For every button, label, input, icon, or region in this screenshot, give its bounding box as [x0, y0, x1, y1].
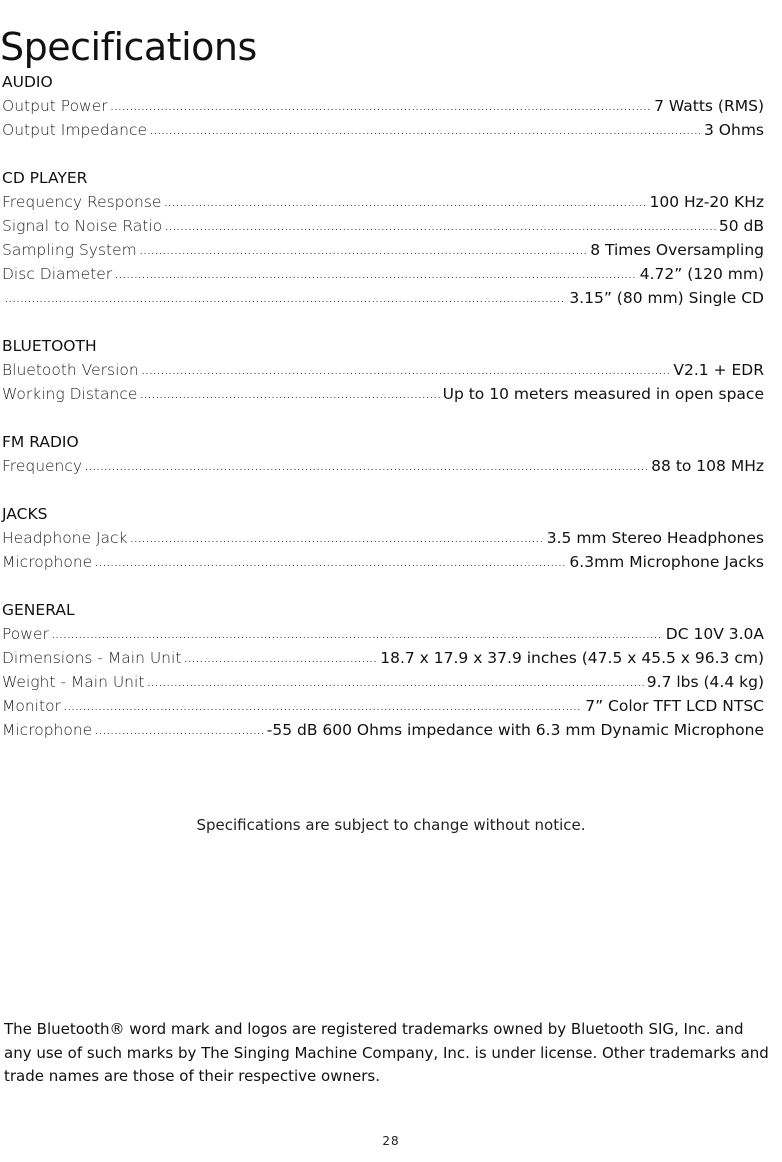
spec-row: [2, 454, 764, 478]
spec-label: Dimensions - Main Unit: [2, 649, 182, 667]
spec-value: V2.1 + EDR: [673, 361, 764, 379]
dot-leader: [64, 696, 582, 720]
spec-label: Working Distance: [2, 385, 138, 403]
spec-row: [2, 238, 764, 262]
spec-row: [2, 94, 764, 118]
spec-label: Disc Diameter: [2, 265, 113, 283]
dot-leader: [165, 216, 716, 240]
spec-row: [2, 526, 764, 550]
spec-label: Frequency: [2, 457, 83, 475]
spec-row: [2, 622, 764, 646]
spec-value: 50 dB: [718, 217, 764, 235]
dot-leader: [95, 720, 264, 744]
spec-label: Signal to Noise Ratio: [2, 217, 163, 235]
spec-label: Frequency Response: [2, 193, 162, 211]
spec-row: [2, 550, 764, 574]
spec-label: Weight - Main Unit: [2, 673, 145, 691]
spec-value: 88 to 108 MHz: [651, 457, 764, 475]
spec-value: 8 Times Oversampling: [590, 241, 764, 259]
dot-leader: [5, 288, 566, 312]
spec-row: [2, 118, 764, 142]
dot-leader: [115, 264, 637, 288]
spec-value: 7 Watts (RMS): [654, 97, 764, 115]
spec-value: 3.5 mm Stereo Headphones: [546, 529, 764, 547]
page-number: 28: [382, 1134, 400, 1148]
spec-row: [2, 190, 764, 214]
spec-row: [2, 262, 764, 286]
spec-list: [2, 70, 764, 766]
spec-value: 100 Hz-20 KHz: [649, 193, 764, 211]
spec-value: 18.7 x 17.9 x 37.9 inches (47.5 x 45.5 x 96.3 cm): [380, 649, 764, 667]
section-heading: GENERAL: [2, 601, 75, 619]
spec-row: [2, 214, 764, 238]
dot-leader: [95, 552, 566, 576]
spec-label: Monitor: [2, 697, 61, 715]
spec-label: Sampling System: [2, 241, 137, 259]
spec-label: Microphone: [2, 553, 93, 571]
spec-value: -55 dB 600 Ohms impedance with 6.3 mm Dynamic Microphone: [266, 721, 764, 739]
spec-row: [2, 382, 764, 406]
section-heading: AUDIO: [2, 73, 53, 91]
section-heading: CD PLAYER: [2, 169, 88, 187]
dot-leader: [111, 96, 652, 120]
change-notice: Specifications are subject to change without notice.: [196, 816, 586, 834]
dot-leader: [164, 192, 646, 216]
spec-row: [2, 358, 764, 382]
spec-value: 3 Ohms: [704, 121, 764, 139]
spec-value: 7” Color TFT LCD NTSC: [585, 697, 764, 715]
spec-label: Output Impedance: [2, 121, 148, 139]
spec-row: [2, 646, 764, 670]
spec-label: Headphone Jack: [2, 529, 128, 547]
spec-label: Output Power: [2, 97, 108, 115]
section-heading: BLUETOOTH: [2, 337, 97, 355]
spec-label: Bluetooth Version: [2, 361, 139, 379]
spec-section-bluetooth: [2, 334, 764, 406]
section-heading: JACKS: [2, 505, 48, 523]
dot-leader: [147, 672, 643, 696]
spec-section-audio: [2, 70, 764, 142]
spec-value: Up to 10 meters measured in open space: [442, 385, 764, 403]
spec-section-cd-player: [2, 166, 764, 310]
spec-row: [2, 670, 764, 694]
spec-value: 3.15” (80 mm) Single CD: [569, 289, 764, 307]
trademark-notice: The Bluetooth® word mark and logos are registered trademarks owned by Bluetooth SIG, Inc. and any use of such marks by The Singing Machine Company, Inc. is under license. Other trademarks and trade names are those of their respective owners.: [4, 1020, 769, 1085]
spec-section-general: [2, 598, 764, 742]
spec-label: Microphone: [2, 721, 93, 739]
dot-leader: [140, 384, 439, 408]
dot-leader: [52, 624, 663, 648]
spec-row: [2, 694, 764, 718]
spec-value: 6.3mm Microphone Jacks: [569, 553, 764, 571]
dot-leader: [142, 360, 671, 384]
dot-leader: [140, 240, 587, 264]
spec-row: [2, 718, 764, 742]
spec-section-fm-radio: [2, 430, 764, 478]
spec-value: 4.72” (120 mm): [639, 265, 764, 283]
dot-leader: [184, 648, 377, 672]
spec-row: [2, 286, 764, 310]
page-title: Specifications: [0, 25, 257, 70]
spec-value: 9.7 lbs (4.4 kg): [646, 673, 764, 691]
dot-leader: [85, 456, 648, 480]
spec-value: DC 10V 3.0A: [665, 625, 764, 643]
section-heading: FM RADIO: [2, 433, 79, 451]
spec-section-jacks: [2, 502, 764, 574]
spec-label: Power: [2, 625, 49, 643]
dot-leader: [131, 528, 544, 552]
dot-leader: [150, 120, 701, 144]
